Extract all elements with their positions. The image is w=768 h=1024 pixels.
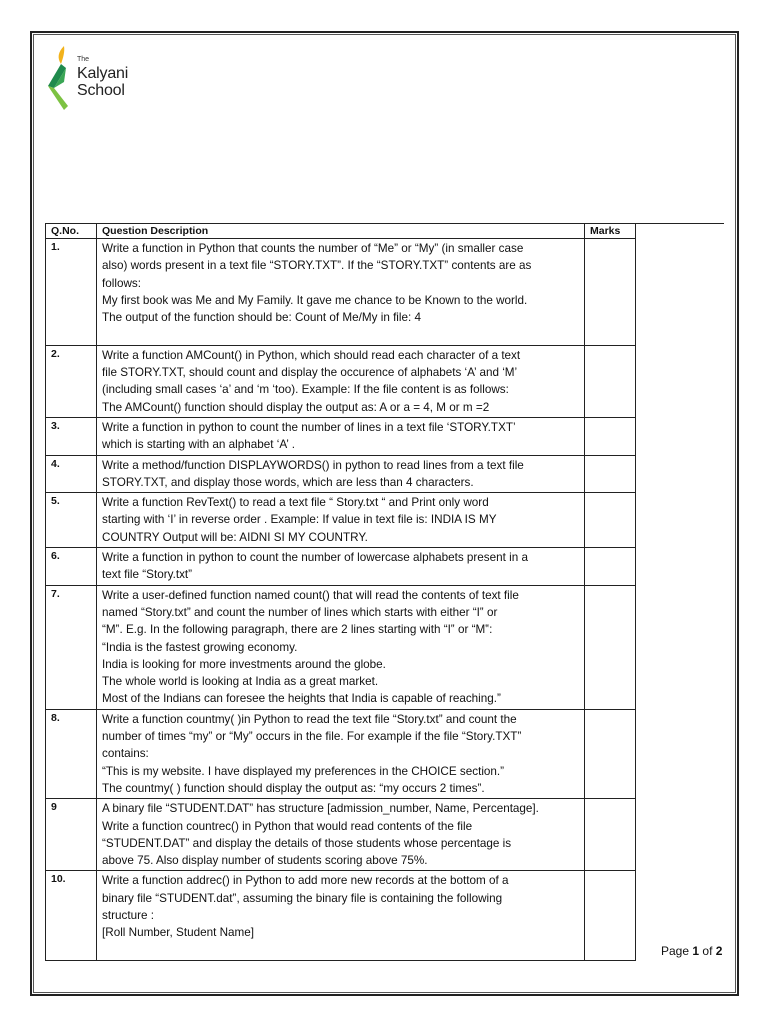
question-line: Most of the Indians can foresee the heights that India is capable of reaching.” xyxy=(102,692,501,706)
table-row xyxy=(46,345,636,417)
question-line: “This is my website. I have displayed my preferences in the CHOICE section.” xyxy=(102,764,505,778)
marks-cell xyxy=(585,799,636,871)
question-description xyxy=(97,585,585,709)
table-row xyxy=(46,585,636,709)
question-number: 2. xyxy=(46,345,97,417)
question-number: 3. xyxy=(46,417,97,455)
marks-cell xyxy=(585,417,636,455)
question-number: 6. xyxy=(46,548,97,586)
question-line: The AMCount() function should display the output as: A or a = 4, M or m =2 xyxy=(102,400,490,414)
table-row xyxy=(46,493,636,548)
question-line xyxy=(102,942,581,959)
question-line: The whole world is looking at India as a great market. xyxy=(102,675,379,689)
question-description xyxy=(97,799,585,871)
leaf-logo-icon xyxy=(44,44,74,118)
question-line: Write a function countrec() in Python that would read contents of the file xyxy=(102,819,473,833)
footer-page-current: 1 xyxy=(692,944,700,958)
question-line: COUNTRY Output will be: AIDNI SI MY COUNTRY. xyxy=(102,530,368,544)
question-number: 7. xyxy=(46,585,97,709)
question-line: The output of the function should be: Count of Me/My in file: 4 xyxy=(102,311,421,325)
question-line: file STORY.TXT, should count and display the occurence of alphabets ‘A’ and ‘M’ xyxy=(102,366,518,380)
question-line: named “Story.txt” and count the number of lines which starts with either “I‟ or xyxy=(102,605,498,619)
question-number: 10. xyxy=(46,871,97,960)
question-line: which is starting with an alphabet ‘A’ . xyxy=(102,438,295,452)
question-description xyxy=(97,548,585,586)
table-top-rule xyxy=(635,223,724,224)
logo-name-line1: Kalyani xyxy=(77,65,129,82)
page-number xyxy=(661,944,722,958)
question-number: 1. xyxy=(46,239,97,346)
question-line: Write a function in Python that counts the number of “Me” or “My” (in smaller case xyxy=(102,242,524,255)
marks-cell xyxy=(585,709,636,798)
marks-cell xyxy=(585,345,636,417)
question-line: (including small cases ‘a’ and ‘m ‘too). Example: If the file content is as follows: xyxy=(102,383,509,397)
footer-page-total: 2 xyxy=(715,944,723,958)
question-line: Write a method/function DISPLAYWORDS() in python to read lines from a text file xyxy=(102,458,524,472)
question-description xyxy=(97,239,585,346)
question-line: “India is the fastest growing economy. xyxy=(102,640,298,654)
questions-body xyxy=(46,239,636,961)
question-line: STORY.TXT, and display those words, which are less than 4 characters. xyxy=(102,475,474,489)
marks-cell xyxy=(585,239,636,346)
question-line: Write a function RevText() to read a text file “ Story.txt “ and Print only word xyxy=(102,496,489,510)
question-line: A binary file “STUDENT.DAT” has structure [admission_number, Name, Percentage]. xyxy=(102,802,539,816)
table-row xyxy=(46,548,636,586)
question-number: 9 xyxy=(46,799,97,871)
footer-of-word: of xyxy=(702,944,713,958)
header-description: Question Description xyxy=(97,224,585,239)
question-description xyxy=(97,709,585,798)
question-line: binary file “STUDENT.dat”, assuming the binary file is containing the following xyxy=(102,891,503,905)
footer-page-word: Page xyxy=(661,944,690,958)
question-line: Write a function in python to count the number of lowercase alphabets present in a xyxy=(102,551,528,565)
question-description xyxy=(97,871,585,960)
table-row xyxy=(46,709,636,798)
question-line: Write a user-defined function named count() that will read the contents of text file xyxy=(102,588,519,602)
logo-wordmark xyxy=(77,56,128,99)
question-line xyxy=(102,326,581,343)
question-line: “STUDENT.DAT” and display the details of those students whose percentage is xyxy=(102,836,512,850)
question-line: “M‟. E.g. In the following paragraph, there are 2 lines starting with “I‟ or “M‟: xyxy=(102,623,493,637)
questions-table xyxy=(45,223,636,961)
header-qno: Q.No. xyxy=(46,224,97,239)
question-line: starting with ‘I’ in reverse order . Example: If value in text file is: INDIA IS MY xyxy=(102,513,497,527)
question-number: 5. xyxy=(46,493,97,548)
marks-cell xyxy=(585,455,636,493)
question-line: Write a function in python to count the number of lines in a text file ‘STORY.TXT’ xyxy=(102,420,516,434)
question-number: 4. xyxy=(46,455,97,493)
question-line: above 75. Also display number of students scoring above 75%. xyxy=(102,854,428,868)
question-number: 8. xyxy=(46,709,97,798)
question-line: structure : xyxy=(102,908,154,922)
question-line: Write a function AMCount() in Python, which should read each character of a text xyxy=(102,348,521,362)
question-line: text file “Story.txt” xyxy=(102,568,193,582)
question-line: follows: xyxy=(102,276,141,290)
marks-cell xyxy=(585,493,636,548)
question-description xyxy=(97,455,585,493)
question-line: [Roll Number, Student Name] xyxy=(102,926,255,940)
question-line: Write a function addrec() in Python to add more new records at the bottom of a xyxy=(102,874,509,888)
question-description xyxy=(97,493,585,548)
marks-cell xyxy=(585,871,636,960)
question-description xyxy=(97,417,585,455)
header-marks: Marks xyxy=(585,224,636,239)
question-line: India is looking for more investments around the globe. xyxy=(102,657,386,671)
question-line: also) words present in a text file “STORY.TXT”. If the “STORY.TXT” contents are as xyxy=(102,259,532,273)
table-header-row xyxy=(46,224,636,239)
table-row xyxy=(46,239,636,346)
marks-cell xyxy=(585,548,636,586)
table-row xyxy=(46,871,636,960)
logo-the: The xyxy=(77,56,90,63)
question-line: number of times “my” or “My” occurs in the file. For example if the file “Story.TXT” xyxy=(102,730,522,744)
logo-name-line2: School xyxy=(77,82,125,99)
question-line: contains: xyxy=(102,747,149,761)
table-row xyxy=(46,799,636,871)
question-line: The countmy( ) function should display the output as: “my occurs 2 times”. xyxy=(102,781,485,795)
question-description xyxy=(97,345,585,417)
table-row xyxy=(46,417,636,455)
question-line: Write a function countmy( )in Python to read the text file “Story.txt” and count the xyxy=(102,712,517,726)
school-logo xyxy=(44,44,164,120)
table-row xyxy=(46,455,636,493)
marks-cell xyxy=(585,585,636,709)
question-line: My first book was Me and My Family. It gave me chance to be Known to the world. xyxy=(102,293,528,307)
